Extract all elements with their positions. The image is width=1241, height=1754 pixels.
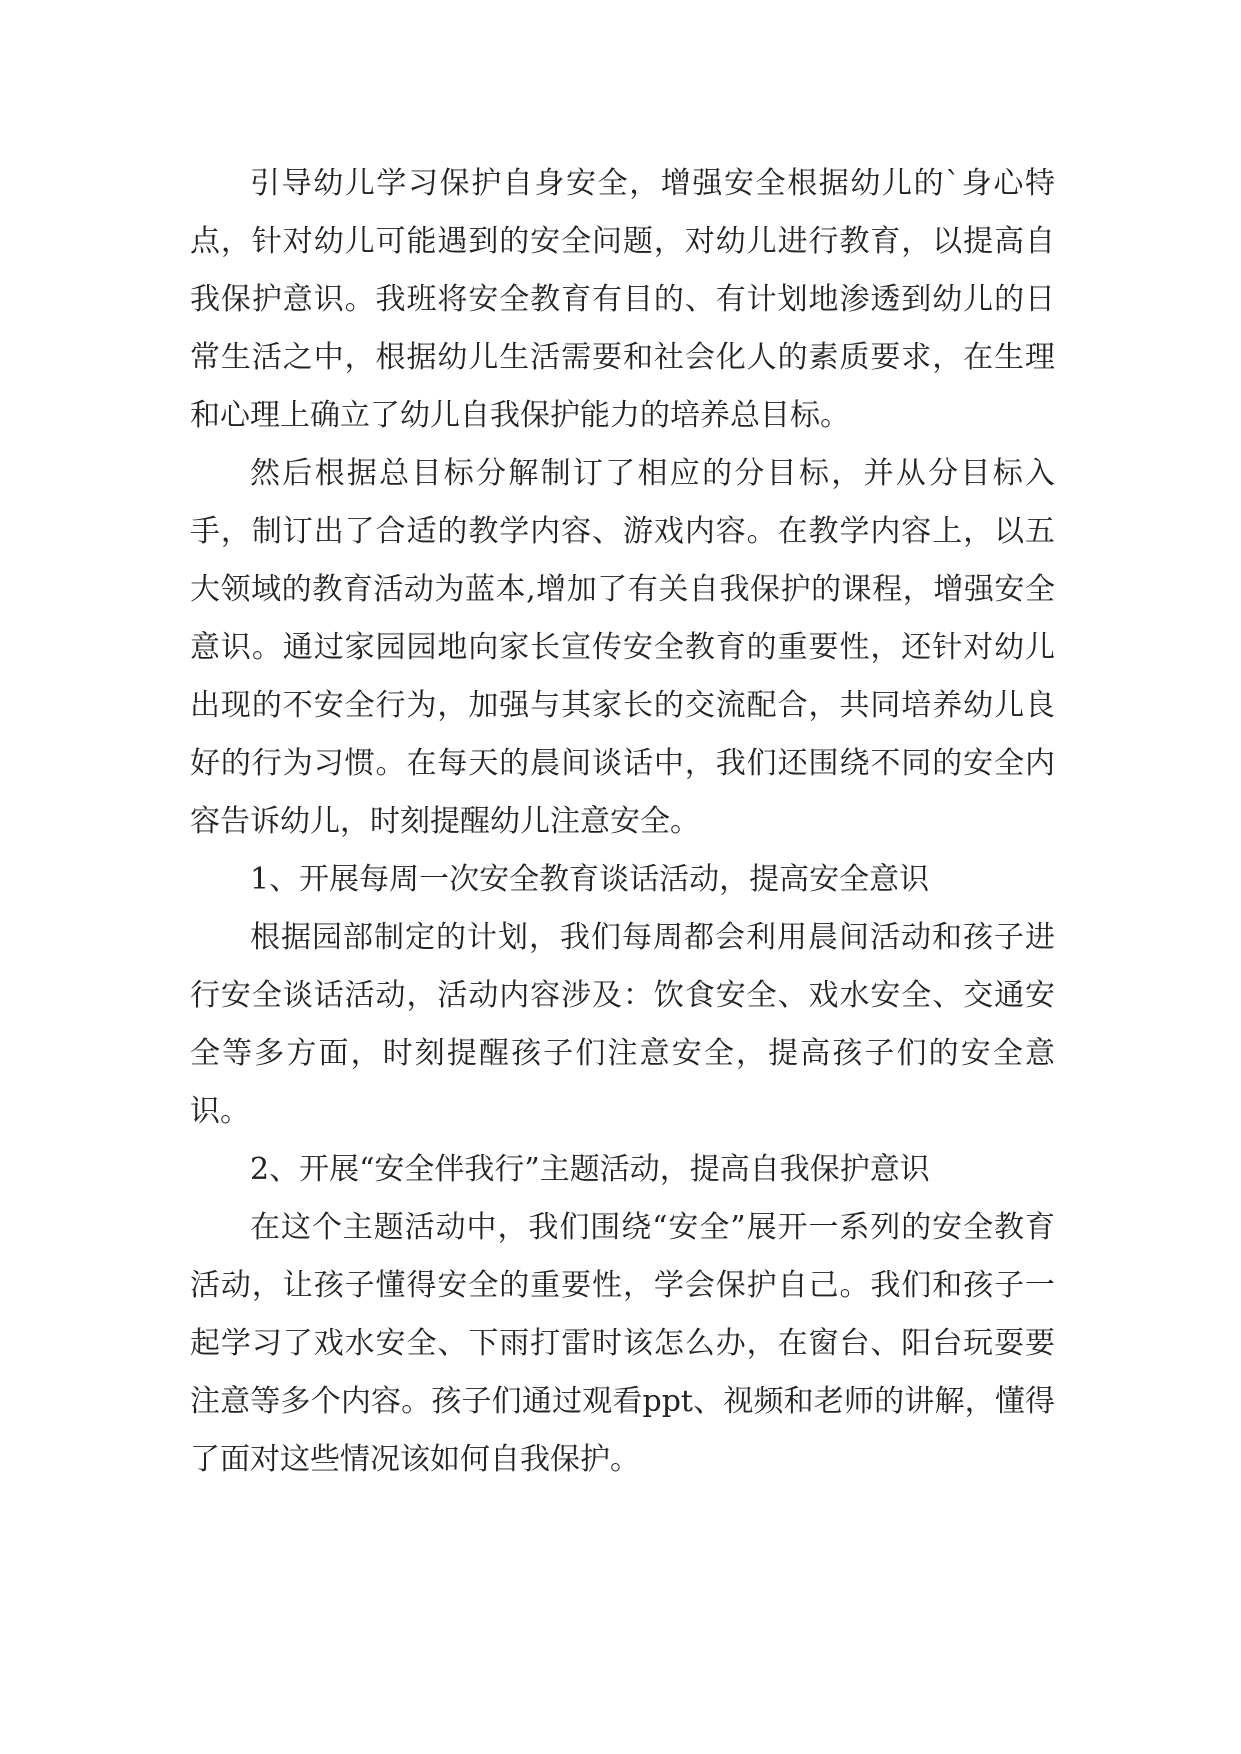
paragraph-theme-activity: 在这个主题活动中，我们围绕“安全”展开一系列的安全教育活动，让孩子懂得安全的重要性，学会保护自己。我们和孩子一起学习了戏水安全、下雨打雷时该怎么办，在窗台、阳台玩耍要注意等多个内容。孩子们通过观看ppt、视频和老师的讲解，懂得了面对这些情况该如何自我保护。	[190, 1210, 1055, 1477]
section-heading-weekly-talk: 1、开展每周一次安全教育谈话活动，提高安全意识	[250, 862, 930, 897]
paragraph-intro: 引导幼儿学习保护自身安全，增强安全根据幼儿的`身心特点，针对幼儿可能遇到的安全问题，对幼儿进行教育，以提高自我保护意识。我班将安全教育有目的、有计划地渗透到幼儿的日常生活之中，根据幼儿生活需要和社会化人的素质要求，在生理和心理上确立了幼儿自我保护能力的培养总目标。	[190, 166, 1055, 433]
paragraph-goals: 然后根据总目标分解制订了相应的分目标，并从分目标入手，制订出了合适的教学内容、游戏内容。在教学内容上，以五大领域的教育活动为蓝本,增加了有关自我保护的课程，增强安全意识。通过家园园地向家长宣传安全教育的重要性，还针对幼儿出现的不安全行为，加强与其家长的交流配合，共同培养幼儿良好的行为习惯。在每天的晨间谈话中，我们还围绕不同的安全内容告诉幼儿，时刻提醒幼儿注意安全。	[190, 456, 1055, 839]
paragraph-weekly-talk: 根据园部制定的计划，我们每周都会利用晨间活动和孩子进行安全谈话活动，活动内容涉及：饮食安全、戏水安全、交通安全等多方面，时刻提醒孩子们注意安全，提高孩子们的安全意识。	[190, 920, 1055, 1129]
section-heading-theme-activity: 2、开展“安全伴我行”主题活动，提高自我保护意识	[250, 1152, 930, 1187]
document-body	[190, 155, 1055, 1489]
